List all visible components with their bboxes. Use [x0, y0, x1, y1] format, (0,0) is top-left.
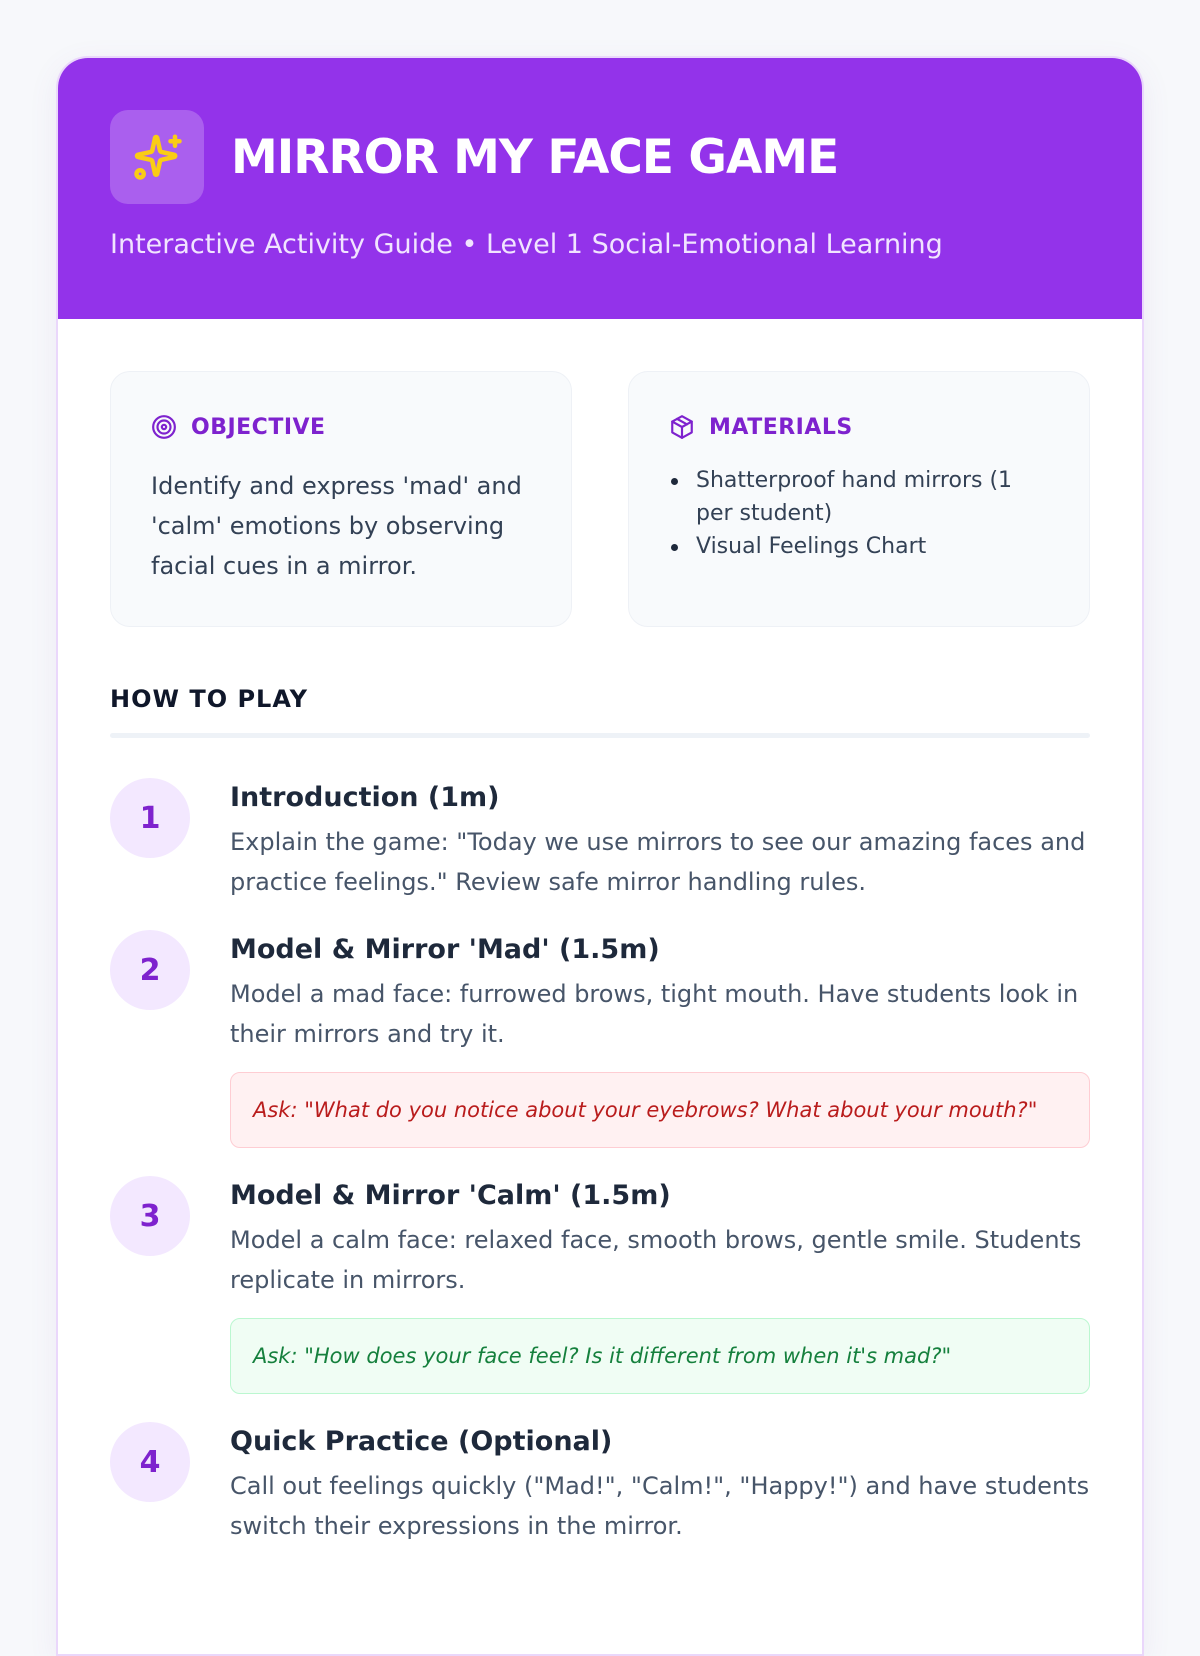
- step-content: [230, 1176, 1090, 1394]
- materials-label: MATERIALS: [709, 414, 853, 440]
- step-description: Explain the game: "Today we use mirrors to see our amazing faces and practice feelings." Review safe mirror handling rules.: [230, 828, 1086, 896]
- sparkles-icon: [130, 130, 184, 184]
- step-number: 4: [110, 1422, 190, 1502]
- card-body: [58, 319, 1142, 1546]
- step-content: [230, 778, 1090, 902]
- calm-question-callout: Ask: "How does your face feel? Is it different from when it's mad?": [230, 1318, 1090, 1394]
- target-icon: [151, 414, 177, 440]
- title-row: [110, 110, 1090, 204]
- step-title: Model & Mirror 'Mad' (1.5m): [230, 934, 660, 965]
- step-4: [110, 1422, 1090, 1546]
- step-number: 2: [110, 930, 190, 1010]
- mad-question-callout: Ask: "What do you notice about your eyebrows? What about your mouth?": [230, 1072, 1090, 1148]
- objective-box: [110, 371, 572, 627]
- step-content: [230, 1422, 1090, 1546]
- step-content: [230, 930, 1090, 1148]
- step-3: [110, 1176, 1090, 1394]
- objective-header: [151, 412, 531, 442]
- step-number: 1: [110, 778, 190, 858]
- sparkles-icon-badge: [110, 110, 204, 204]
- step-1: [110, 778, 1090, 902]
- info-row: [110, 371, 1090, 627]
- step-title: Quick Practice (Optional): [230, 1426, 613, 1457]
- section-divider: [110, 733, 1090, 738]
- step-2: [110, 930, 1090, 1148]
- step-description: Call out feelings quickly ("Mad!", "Calm!", "Happy!") and have students switch their expressions in the mirror.: [230, 1472, 1090, 1540]
- page-title: MIRROR MY FACE GAME: [231, 129, 839, 185]
- step-description: Model a calm face: relaxed face, smooth brows, gentle smile. Students replicate in mirrors.: [230, 1226, 1082, 1294]
- step-number: 3: [110, 1176, 190, 1256]
- list-item: Shatterproof hand mirrors (1 per student): [669, 464, 1049, 530]
- steps-list: [110, 778, 1090, 1546]
- objective-text: Identify and express 'mad' and 'calm' emotions by observing facial cues in a mirror.: [151, 472, 522, 580]
- package-icon: [669, 414, 695, 440]
- page-subtitle: Interactive Activity Guide • Level 1 Social-Emotional Learning: [110, 229, 943, 260]
- materials-header: [669, 412, 1049, 442]
- step-title: Model & Mirror 'Calm' (1.5m): [230, 1180, 671, 1211]
- objective-label: OBJECTIVE: [191, 414, 326, 440]
- step-title: Introduction (1m): [230, 782, 500, 813]
- materials-list: [669, 464, 1049, 563]
- card-header: [58, 58, 1142, 319]
- list-item: Visual Feelings Chart: [669, 530, 1049, 563]
- step-description: Model a mad face: furrowed brows, tight mouth. Have students look in their mirrors and try it.: [230, 980, 1079, 1048]
- activity-card: [56, 56, 1144, 1656]
- materials-box: [628, 371, 1090, 627]
- how-to-play-title: HOW TO PLAY: [110, 685, 308, 713]
